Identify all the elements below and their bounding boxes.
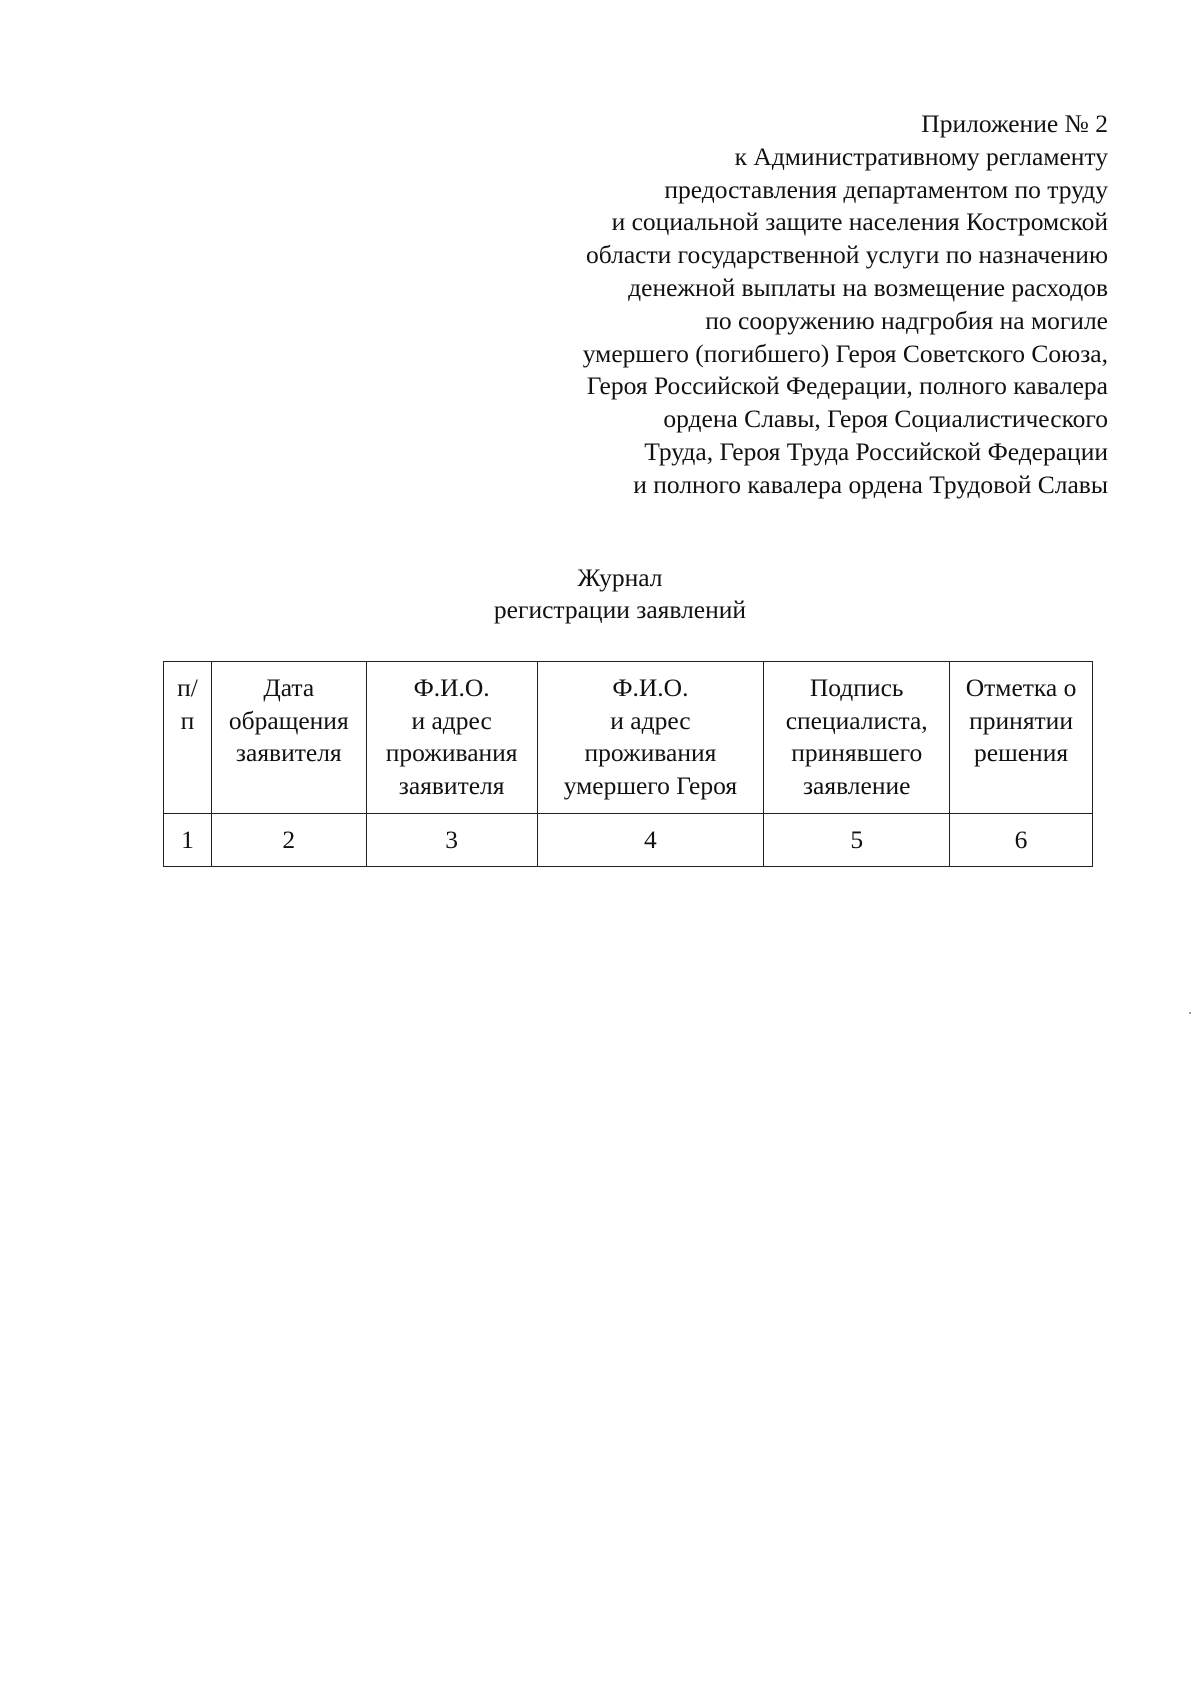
appendix-block	[468, 108, 1108, 502]
column-number-cell: 5	[764, 814, 950, 867]
column-number-cell: 3	[366, 814, 537, 867]
column-number-cell: 2	[211, 814, 366, 867]
registration-table	[163, 661, 1093, 867]
header-cell-hero: Ф.И.О. и адрес проживания умершего Героя	[537, 662, 764, 814]
column-number-cell: 6	[950, 814, 1093, 867]
appendix-line: Труда, Героя Труда Российской Федерации	[644, 436, 1108, 466]
appendix-line: Приложение № 2	[921, 109, 1108, 138]
document-title	[0, 562, 1200, 626]
appendix-line: Героя Российской Федерации, полного кавалера	[586, 371, 1108, 401]
appendix-line: и социальной защите населения Костромской	[611, 207, 1108, 237]
appendix-line: ордена Славы, Героя Социалистического	[663, 404, 1108, 434]
appendix-line: и полного кавалера ордена Трудовой Славы	[633, 469, 1108, 499]
header-cell-date: Дата обращения заявителя	[211, 662, 366, 814]
header-row	[164, 662, 1093, 814]
title-line-2: регистрации заявлений	[493, 595, 747, 624]
appendix-line: к Административному регламенту	[734, 141, 1108, 171]
scan-speck	[1189, 1012, 1191, 1014]
appendix-line: денежной выплаты на возмещение расходов	[628, 272, 1108, 302]
title-line-1: Журнал	[577, 563, 663, 592]
column-number-row	[164, 814, 1093, 867]
header-cell-decision: Отметка о принятии решения	[950, 662, 1093, 814]
appendix-line: области государственной услуги по назначению	[586, 240, 1108, 270]
column-number-cell: 4	[537, 814, 764, 867]
header-cell-signature: Подпись специалиста, принявшего заявление	[764, 662, 950, 814]
appendix-line: умершего (погибшего) Героя Советского Союза,	[582, 338, 1108, 368]
appendix-line: предоставления департаментом по труду	[664, 174, 1108, 204]
header-cell-number: п/ п	[164, 662, 212, 814]
column-number-cell: 1	[164, 814, 212, 867]
header-cell-applicant: Ф.И.О. и адрес проживания заявителя	[366, 662, 537, 814]
appendix-line: по сооружению надгробия на могиле	[705, 305, 1108, 335]
